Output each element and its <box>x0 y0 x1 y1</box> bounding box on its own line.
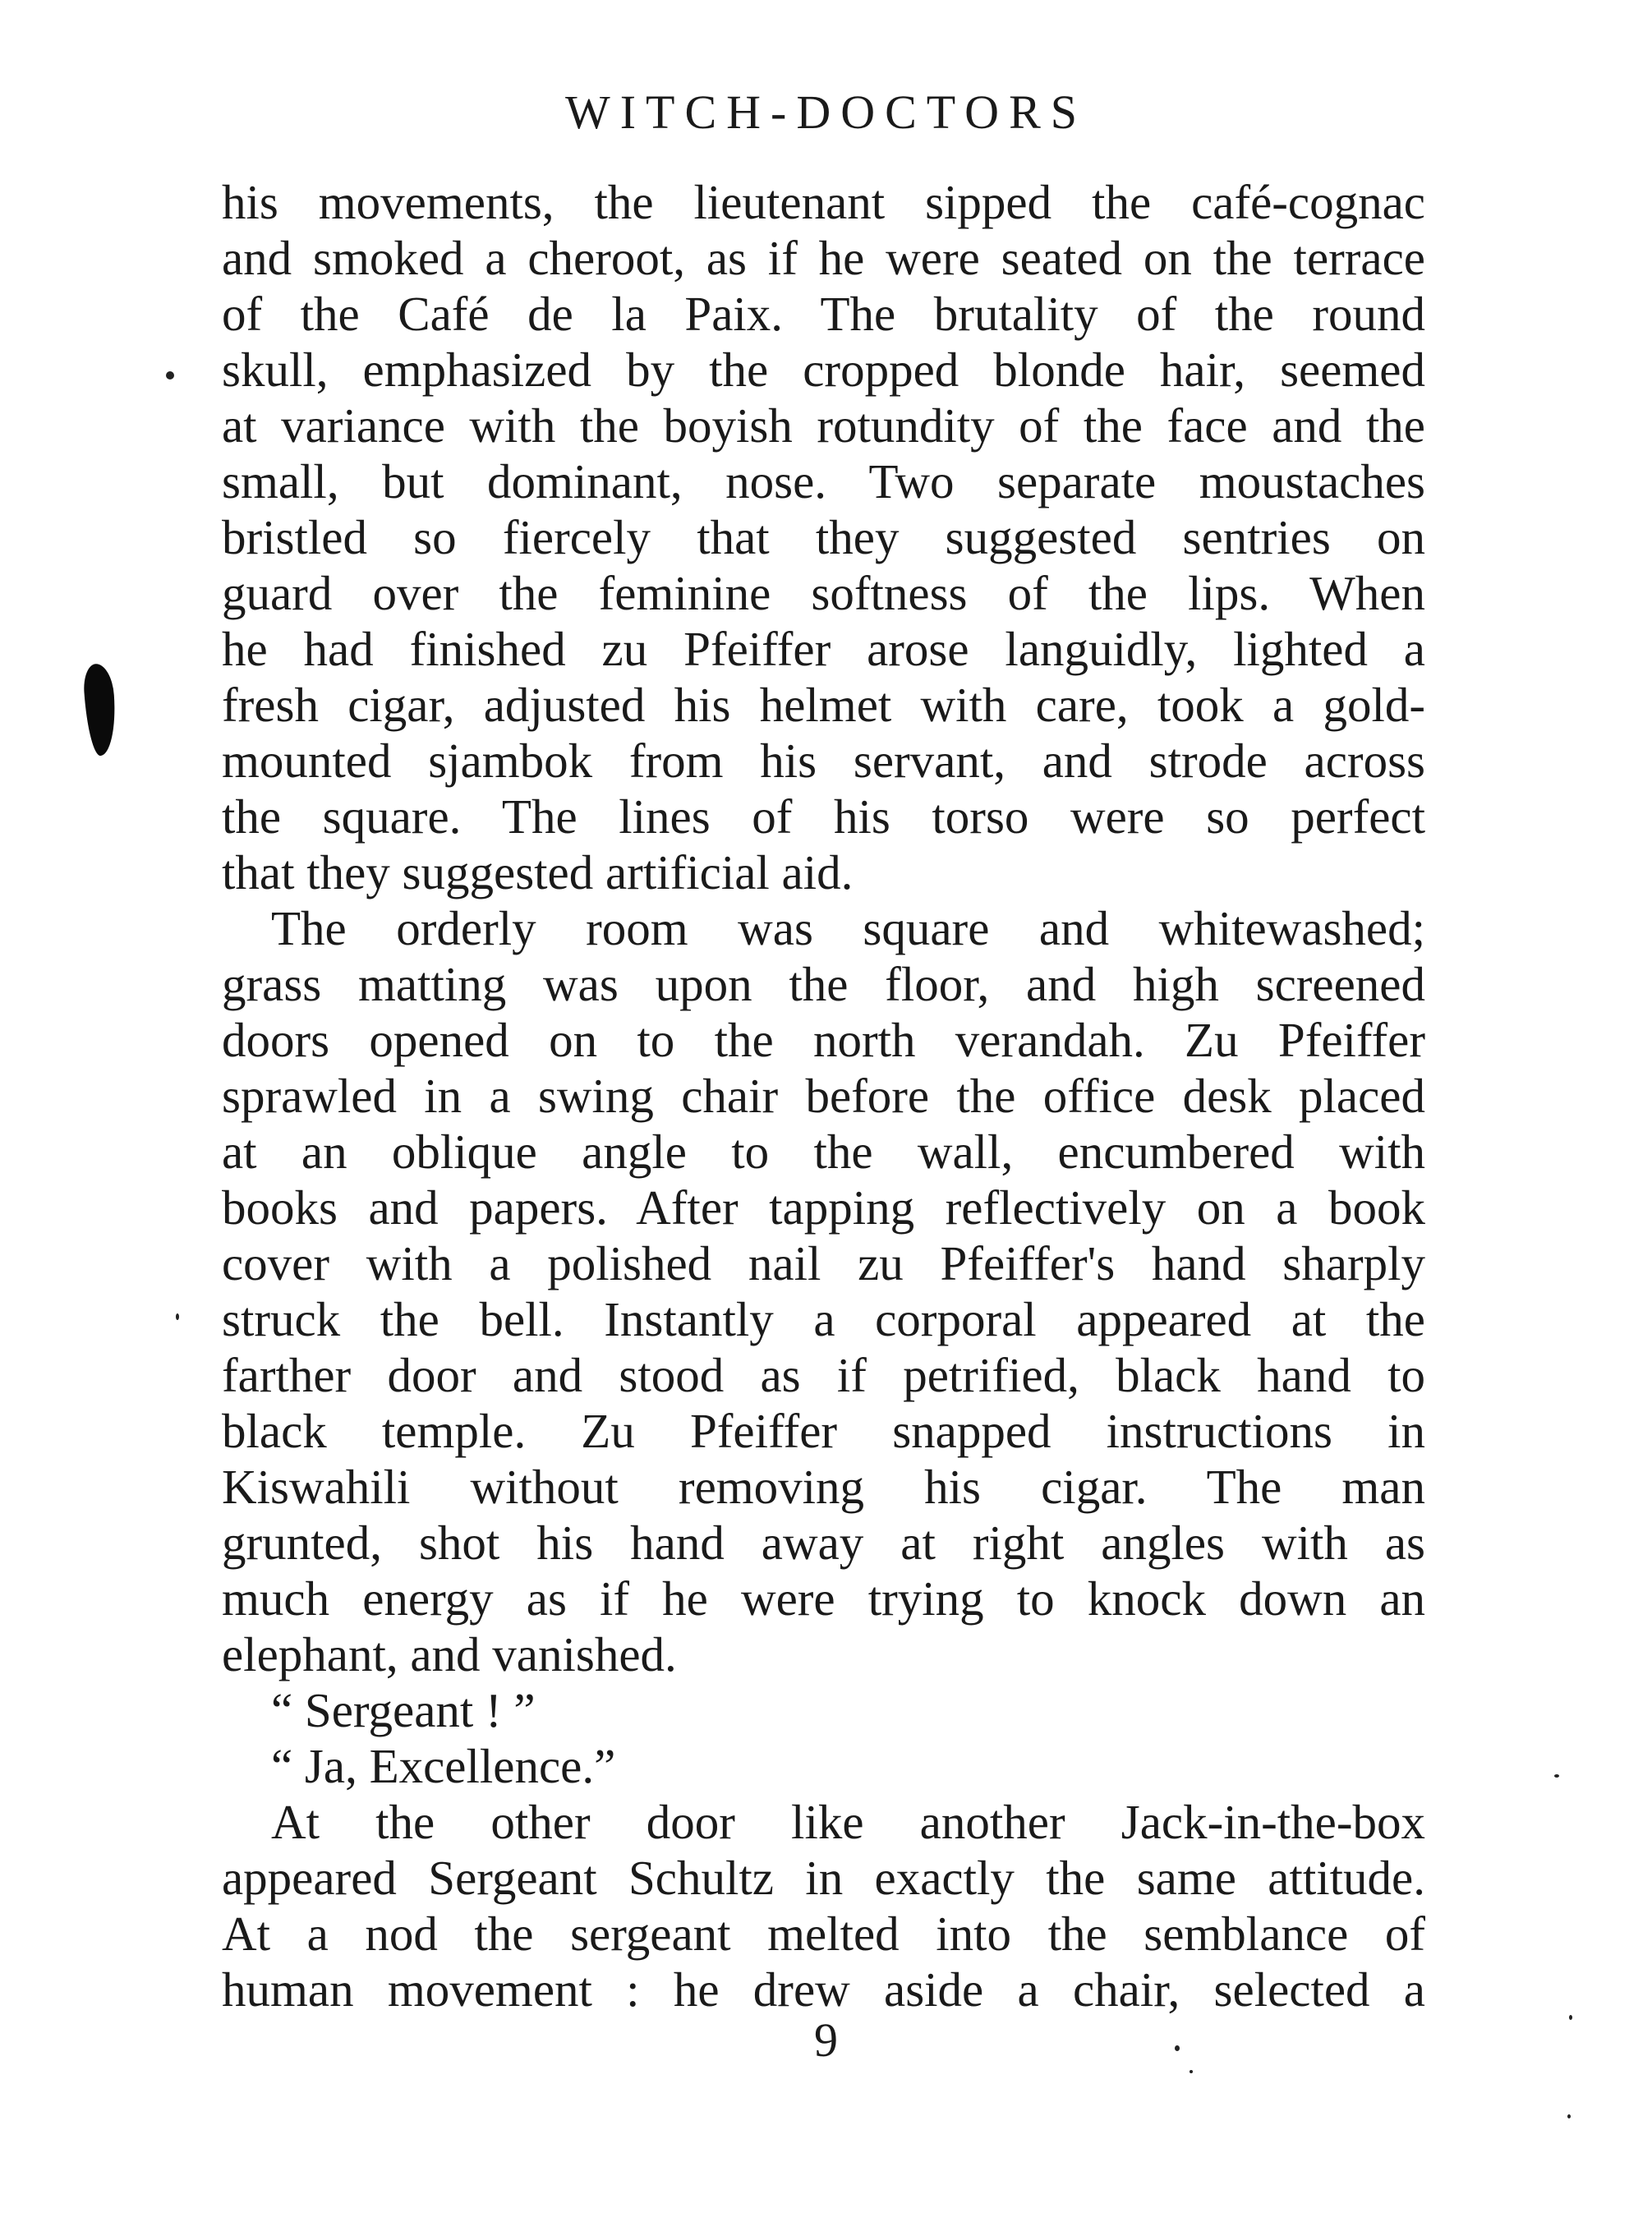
text-line: much energy as if he were trying to knock down an <box>222 1571 1425 1626</box>
text-line: black temple. Zu Pfeiffer snapped instructions in <box>222 1404 1425 1458</box>
text-line: the square. The lines of his torso were so perfect <box>222 789 1425 844</box>
text-line: guard over the feminine softness of the lips. When <box>222 566 1425 620</box>
text-line: fresh cigar, adjusted his helmet with care, took a gold- <box>222 678 1425 732</box>
text-line: elephant, and vanished. <box>222 1627 677 1681</box>
text-line: mounted sjambok from his servant, and strode across <box>222 734 1425 788</box>
text-line: At the other door like another Jack-in-the-box <box>271 1795 1425 1849</box>
text-line: grass matting was upon the floor, and high screened <box>222 957 1425 1011</box>
text-line: “ Ja, Excellence.” <box>271 1739 616 1793</box>
text-line: sprawled in a swing chair before the office desk placed <box>222 1069 1425 1123</box>
text-line: doors opened on to the north verandah. Zu Pfeiffer <box>222 1013 1425 1067</box>
ink-speck <box>1190 2070 1193 2073</box>
ink-speck <box>176 1313 179 1320</box>
text-line: appeared Sergeant Schultz in exactly the same attitude. <box>222 1851 1425 1905</box>
text-line: bristled so fiercely that they suggested sentries on <box>222 510 1425 564</box>
ink-speck <box>1175 2045 1180 2051</box>
ink-blot <box>82 663 118 757</box>
ink-speck <box>1569 2015 1572 2020</box>
text-line: cover with a polished nail zu Pfeiffer's hand sharply <box>222 1236 1425 1290</box>
text-line: he had finished zu Pfeiffer arose languidly, lighted a <box>222 622 1425 676</box>
text-line: skull, emphasized by the cropped blonde hair, seemed <box>222 343 1425 397</box>
running-head: WITCH-DOCTORS <box>564 85 1088 139</box>
text-line: small, but dominant, nose. Two separate moustaches <box>222 454 1425 508</box>
text-line: his movements, the lieutenant sipped the café-cognac <box>222 175 1425 229</box>
text-line: Kiswahili without removing his cigar. The man <box>222 1460 1425 1514</box>
text-line: at variance with the boyish rotundity of the face and the <box>222 398 1425 453</box>
text-line: grunted, shot his hand away at right angles with as <box>222 1516 1425 1570</box>
page-number: 9 <box>814 2013 838 2067</box>
text-line: farther door and stood as if petrified, black hand to <box>222 1348 1425 1402</box>
text-line: that they suggested artificial aid. <box>222 845 854 899</box>
ink-speck <box>1567 2114 1571 2118</box>
text-line: The orderly room was square and whitewashed; <box>271 901 1425 955</box>
body-text <box>222 174 1425 2017</box>
text-line: struck the bell. Instantly a corporal appeared at the <box>222 1292 1425 1346</box>
ink-speck <box>1554 1774 1559 1778</box>
text-line: human movement : he drew aside a chair, selected a <box>222 1962 1425 2017</box>
text-line: books and papers. After tapping reflectively on a book <box>222 1180 1425 1235</box>
text-line: “ Sergeant ! ” <box>271 1683 536 1737</box>
text-line: of the Café de la Paix. The brutality of the round <box>222 287 1425 341</box>
text-line: and smoked a cheroot, as if he were seated on the terrace <box>222 231 1425 285</box>
text-line: At a nod the sergeant melted into the semblance of <box>222 1907 1425 1961</box>
text-line: at an oblique angle to the wall, encumbered with <box>222 1125 1425 1179</box>
ink-speck <box>166 371 174 380</box>
